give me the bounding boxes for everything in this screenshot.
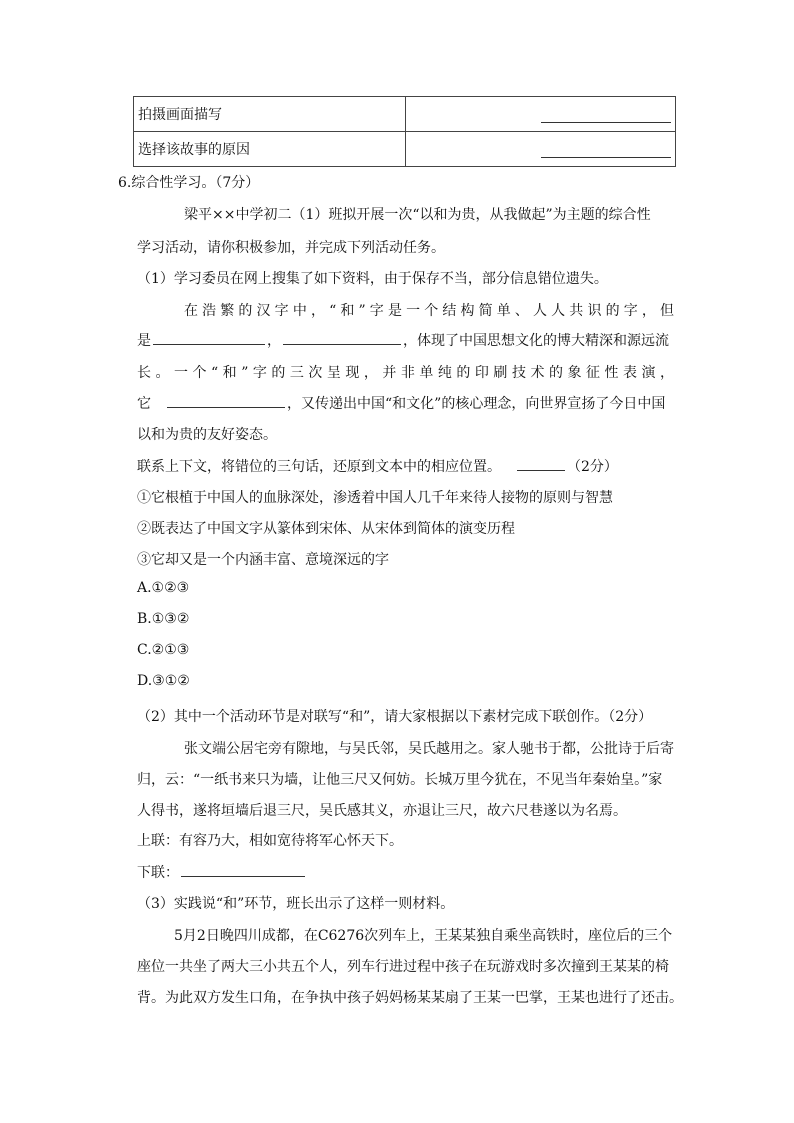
passage-text: ，体现了中国思想文化的博大精深和源远流 [403, 333, 669, 349]
sentence-item: ③它却又是一个内涵丰富、意境深远的字 [137, 552, 389, 568]
score-text: （2分） [567, 459, 618, 475]
fill-blank[interactable] [153, 330, 265, 345]
sub-question-heading: （1）学习委员在网上搜集了如下资料，由于保存不当，部分信息错位遗失。 [137, 271, 608, 287]
answer-blank[interactable] [181, 862, 305, 877]
instruction-text: 联系上下文，将错位的三句话，还原到文本中的相应位置。 [137, 459, 501, 475]
lower-couplet-line [137, 862, 307, 882]
passage-line: 以和为贵的友好姿态。 [137, 427, 277, 443]
instruction-line [137, 456, 618, 476]
choice-option-a[interactable]: A.①②③ [137, 580, 190, 596]
table-row [134, 97, 676, 132]
answer-table [133, 96, 676, 167]
intro-line: 梁平××中学初二（1）班拟开展一次“以和为贵，从我做起”为主题的综合性 [184, 207, 651, 223]
passage-line [137, 393, 665, 413]
question-title: 6.综合性学习。（7分） [118, 175, 260, 191]
passage-text: 它 [137, 396, 151, 412]
story-line: 张文端公居宅旁有隙地，与吴氏邻，吴氏越用之。家人驰书于都，公批诗于后寄 [184, 741, 674, 757]
passage-line [137, 330, 669, 350]
passage-text: 长。一个“和”字的三次呈现，并非单纯的印刷技术的象征性表演， [137, 365, 674, 381]
answer-cell[interactable] [405, 97, 675, 132]
choice-option-d[interactable]: D.③①② [137, 673, 190, 689]
material-line: 背。为此双方发生口角，在争执中孩子妈妈杨某某扇了王某一巴掌，王某也进行了还击。 [137, 990, 683, 1006]
answer-cell[interactable] [405, 132, 675, 167]
answer-blank[interactable] [541, 156, 671, 158]
passage-text: ， [267, 333, 281, 349]
sub-question-heading: （3）实践说“和”环节，班长出示了这样一则材料。 [137, 896, 455, 912]
fill-blank[interactable] [167, 393, 285, 408]
material-line: 座位一共坐了两大三小共五个人，列车行进过程中孩子在玩游戏时多次撞到王某某的椅 [137, 959, 669, 975]
answer-blank[interactable] [517, 456, 565, 471]
lower-couplet-label: 下联： [137, 865, 179, 881]
story-line: 人得书，遂将垣墙后退三尺，吴氏感其义，亦退让三尺，故六尺巷遂以为名焉。 [137, 803, 627, 819]
story-line: 归，云：“一纸书来只为墙，让他三尺又何妨。长城万里今犹在，不见当年秦始皇。”家 [137, 772, 663, 788]
table-row-label: 选择该故事的原因 [134, 132, 406, 167]
sentence-item: ②既表达了中国文字从篆体到宋体、从宋体到简体的演变历程 [137, 521, 515, 537]
table-row [134, 132, 676, 167]
passage-text: ，又传递出中国“和文化”的核心理念，向世界宣扬了今日中国 [287, 396, 666, 412]
table-row-label: 拍摄画面描写 [134, 97, 406, 132]
sentence-item: ①它根植于中国人的血脉深处，渗透着中国人几千年来待人接物的原则与智慧 [137, 490, 613, 506]
passage-text: 是 [137, 333, 151, 349]
upper-couplet: 上联：有容乃大，相如宽待将军心怀天下。 [137, 833, 403, 849]
sub-question-heading: （2）其中一个活动环节是对联写“和”，请大家根据以下素材完成下联创作。（2分） [137, 709, 653, 725]
answer-blank[interactable] [541, 121, 671, 123]
choice-option-c[interactable]: C.②①③ [137, 642, 190, 658]
choice-option-b[interactable]: B.①③② [137, 611, 190, 627]
passage-line [184, 300, 674, 320]
material-line: 5月2日晚四川成都，在C6276次列车上，王某某独自乘坐高铁时，座位后的三个 [174, 928, 673, 944]
passage-line [137, 362, 674, 382]
fill-blank[interactable] [283, 330, 401, 345]
passage-text: 在浩繁的汉字中，“和”字是一个结构简单、人人共识的字，但 [184, 303, 674, 319]
intro-line: 学习活动，请你积极参加，并完成下列活动任务。 [137, 240, 445, 256]
